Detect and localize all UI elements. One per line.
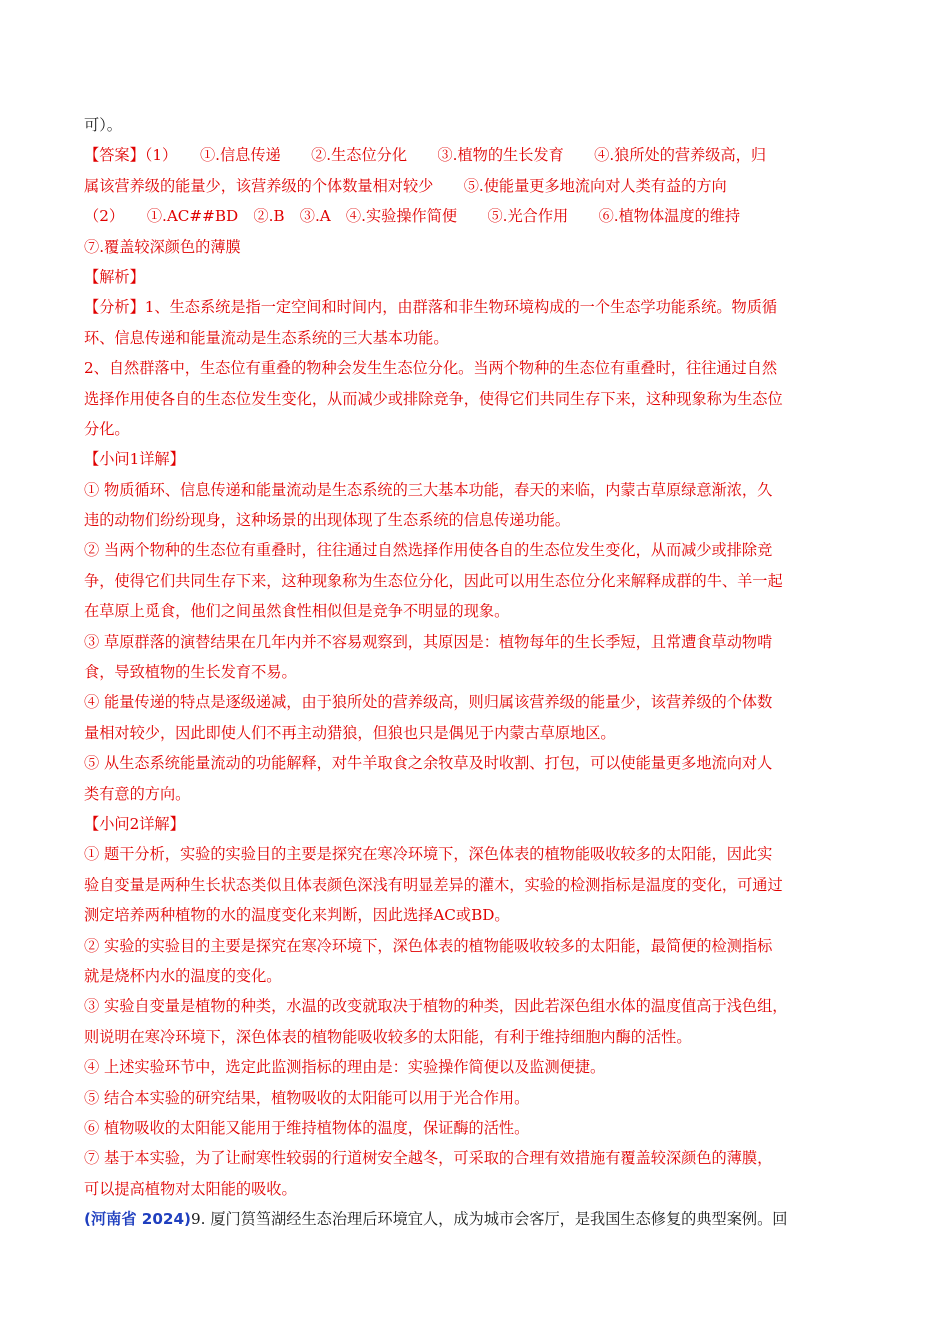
text-line: ⑤ 从生态系统能量流动的功能解释，对牛羊取食之余牧草及时收割、打包，可以使能量更多地流向对人	[84, 754, 773, 773]
text-line: 选择作用使各自的生态位发生变化，从而减少或排除竞争，使得它们共同生存下来，这种现象称为生态位	[84, 389, 783, 408]
text-line: 则说明在寒冷环境下，深色体表的植物能吸收较多的太阳能，有利于维持细胞内酶的活性。	[84, 1027, 692, 1046]
text-line: ③ 草原群落的演替结果在几年内并不容易观察到，其原因是：植物每年的生长季短，且常遭食草动物啃	[84, 632, 773, 651]
text-line: 分化。	[84, 419, 130, 438]
text-line: ① 题干分析，实验的实验目的主要是探究在寒冷环境下，深色体表的植物能吸收较多的太阳能，因此实	[84, 845, 773, 864]
text-line: ④ 上述实验环节中，选定此监测指标的理由是：实验操作简便以及监测便捷。	[84, 1058, 606, 1077]
text-line: ⑦ 基于本实验，为了让耐寒性较弱的行道树安全越冬，可采取的合理有效措施有覆盖较深颜色的薄膜，	[84, 1149, 773, 1168]
question-text: 9. 厦门筼筜湖经生态治理后环境宜人，成为城市会客厅，是我国生态修复的典型案例。回	[191, 1210, 788, 1229]
question-line	[84, 1204, 869, 1234]
text-line: ④ 能量传递的特点是逐级递减，由于狼所处的营养级高，则归属该营养级的能量少，该营养级的个体数	[84, 693, 773, 712]
question-source: (河南省 2024)	[84, 1210, 192, 1229]
text-line: 食，导致植物的生长发育不易。	[84, 663, 297, 682]
text-line: 【小问2详解】	[84, 814, 185, 833]
text-line: 测定培养两种植物的水的温度变化来判断，因此选择AC或BD。	[84, 906, 510, 925]
text-line: 【答案】（1） ①.信息传递 ②.生态位分化 ③.植物的生长发育 ④.狼所处的营养级高，归	[84, 146, 767, 165]
text-line: 在草原上觅食，他们之间虽然食性相似但是竞争不明显的现象。	[84, 602, 510, 621]
text-line: 违的动物们纷纷现身，这种场景的出现体现了生态系统的信息传递功能。	[84, 511, 570, 530]
text-line: 类有意的方向。	[84, 784, 191, 803]
text-line: 2、自然群落中，生态位有重叠的物种会发生生态位分化。当两个物种的生态位有重叠时，往往通过自然	[84, 359, 778, 378]
text-line: ① 物质循环、信息传递和能量流动是生态系统的三大基本功能，春天的来临，内蒙古草原绿意渐浓，久	[84, 480, 773, 499]
text-line: 【解析】	[84, 267, 145, 286]
text-line: 环、信息传递和能量流动是生态系统的三大基本功能。	[84, 328, 449, 347]
text-line: ⑥ 植物吸收的太阳能又能用于维持植物体的温度，保证酶的活性。	[84, 1118, 530, 1137]
text-line: ⑦.覆盖较深颜色的薄膜	[84, 237, 241, 256]
text-line: 属该营养级的能量少，该营养级的个体数量相对较少 ⑤.使能量更多地流向对人类有益的方向	[84, 176, 727, 195]
text-line: 就是烧杯内水的温度的变化。	[84, 966, 282, 985]
text-line: 量相对较少，因此即使人们不再主动猎狼，但狼也只是偶见于内蒙古草原地区。	[84, 723, 616, 742]
text-line: 【分析】1、生态系统是指一定空间和时间内，由群落和非生物环境构成的一个生态学功能系统。物质循	[84, 298, 778, 317]
text-line: ③ 实验自变量是植物的种类，水温的改变就取决于植物的种类，因此若深色组水体的温度值高于浅色组，	[84, 997, 788, 1016]
text-line: ② 实验的实验目的主要是探究在寒冷环境下，深色体表的植物能吸收较多的太阳能，最简便的检测指标	[84, 936, 773, 955]
text-line: 【小问1详解】	[84, 450, 185, 469]
text-line: ⑤ 结合本实验的研究结果，植物吸收的太阳能可以用于光合作用。	[84, 1088, 530, 1107]
text-line: 验自变量是两种生长状态类似且体表颜色深浅有明显差异的灌木，实验的检测指标是温度的变化，可通过	[84, 875, 783, 894]
text-line: （2） ①.AC##BD ②.B ③.A ④.实验操作简便 ⑤.光合作用 ⑥.植物体温度的维持	[84, 207, 741, 226]
text-line: 争，使得它们共同生存下来，这种现象称为生态位分化，因此可以用生态位分化来解释成群的牛、羊一起	[84, 571, 783, 590]
document-body	[84, 110, 869, 1234]
text-line: 可）。	[84, 116, 122, 134]
text-line: 可以提高植物对太阳能的吸收。	[84, 1179, 297, 1198]
document-lines	[84, 110, 869, 1204]
text-line: ② 当两个物种的生态位有重叠时，往往通过自然选择作用使各自的生态位发生变化，从而减少或排除竞	[84, 541, 773, 560]
